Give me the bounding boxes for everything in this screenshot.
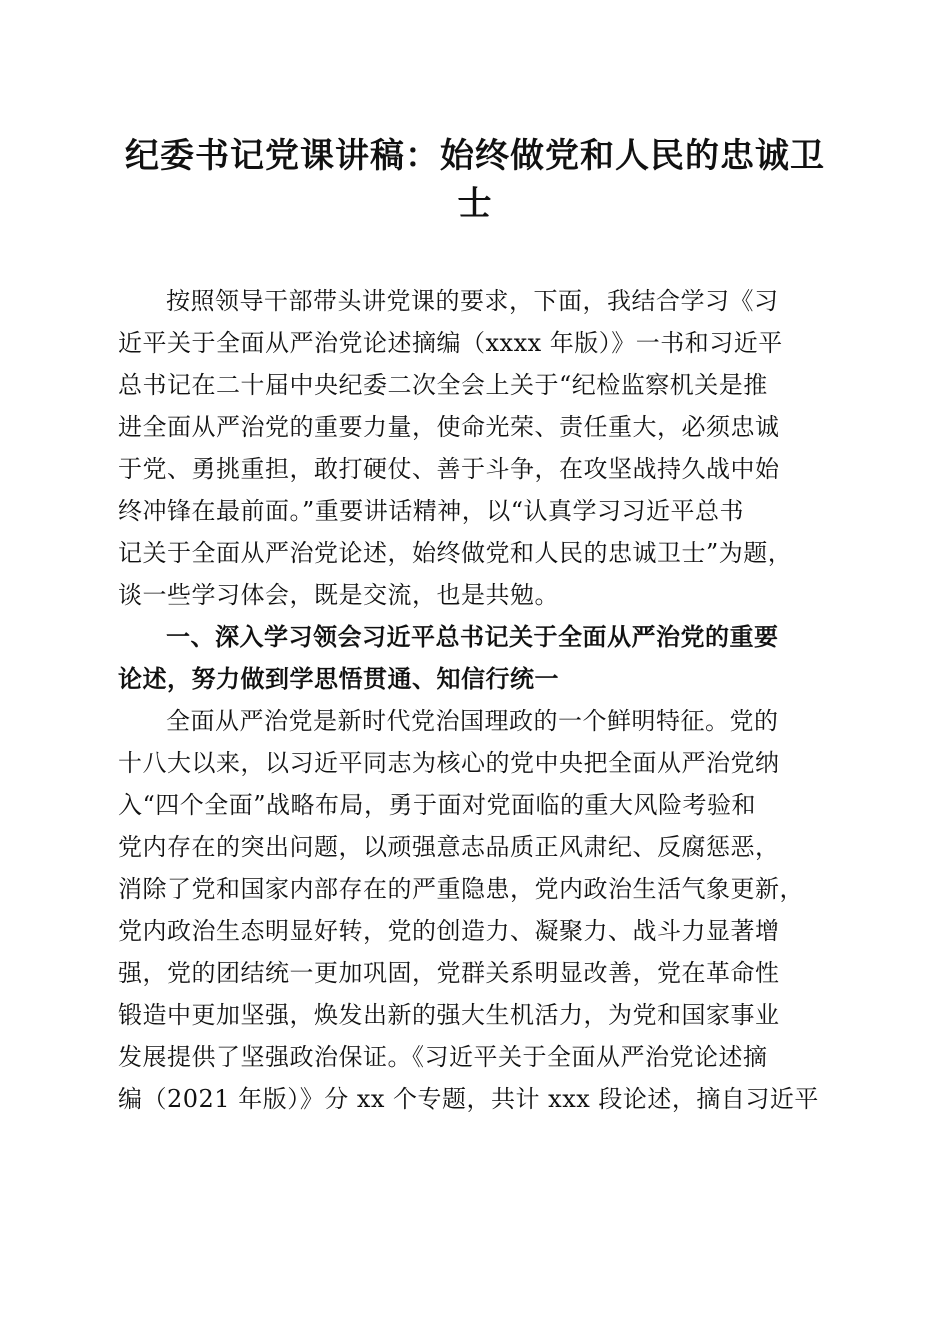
text-line: 十八大以来，以习近平同志为核心的党中央把全面从严治党纳 bbox=[118, 749, 780, 777]
text-line: 谈一些学习体会，既是交流，也是共勉。 bbox=[118, 581, 559, 609]
text-line: 全面从严治党是新时代党治国理政的一个鲜明特征。党的 bbox=[166, 707, 779, 735]
text-line: 近平关于全面从严治党论述摘编（xxxx 年版）》一书和习近平 bbox=[118, 329, 783, 357]
text-line: 编（2021 年版）》分 xx 个专题，共计 xxx 段论述，摘自习近平 bbox=[118, 1085, 819, 1113]
text-line: 强，党的团结统一更加巩固，党群关系明显改善，党在革命性 bbox=[118, 959, 780, 987]
body-paragraph bbox=[118, 700, 834, 1120]
text-line: 于党、勇挑重担，敢打硬仗、善于斗争，在攻坚战持久战中始 bbox=[118, 455, 780, 483]
title-line: 士 bbox=[457, 184, 493, 224]
text-line: 总书记在二十届中央纪委二次全会上关于“纪检监察机关是推 bbox=[118, 371, 768, 399]
document-title bbox=[110, 132, 840, 228]
text-line: 入“四个全面”战略布局，勇于面对党面临的重大风险考验和 bbox=[118, 791, 757, 819]
heading-line: 论述，努力做到学思悟贯通、知信行统一 bbox=[118, 665, 559, 693]
text-line: 党内政治生态明显好转，党的创造力、凝聚力、战斗力显著增 bbox=[118, 917, 780, 945]
document-body bbox=[118, 280, 834, 1120]
text-line: 终冲锋在最前面。”重要讲话精神，以“认真学习习近平总书 bbox=[118, 497, 745, 525]
text-line: 记关于全面从严治党论述，始终做党和人民的忠诚卫士”为题， bbox=[118, 539, 793, 567]
text-line: 进全面从严治党的重要力量，使命光荣、责任重大，必须忠诚 bbox=[118, 413, 780, 441]
title-line: 纪委书记党课讲稿：始终做党和人民的忠诚卫 bbox=[125, 136, 825, 176]
section-heading bbox=[118, 616, 834, 700]
text-line: 锻造中更加坚强，焕发出新的强大生机活力，为党和国家事业 bbox=[118, 1001, 780, 1029]
text-line: 发展提供了坚强政治保证。《习近平关于全面从严治党论述摘 bbox=[118, 1043, 768, 1071]
heading-line: 一、深入学习领会习近平总书记关于全面从严治党的重要 bbox=[166, 623, 779, 651]
text-line: 消除了党和国家内部存在的严重隐患，党内政治生活气象更新， bbox=[118, 875, 804, 903]
intro-paragraph bbox=[118, 280, 834, 616]
text-line: 党内存在的突出问题，以顽强意志品质正风肃纪、反腐惩恶， bbox=[118, 833, 780, 861]
text-line: 按照领导干部带头讲党课的要求，下面，我结合学习《习 bbox=[166, 287, 779, 315]
